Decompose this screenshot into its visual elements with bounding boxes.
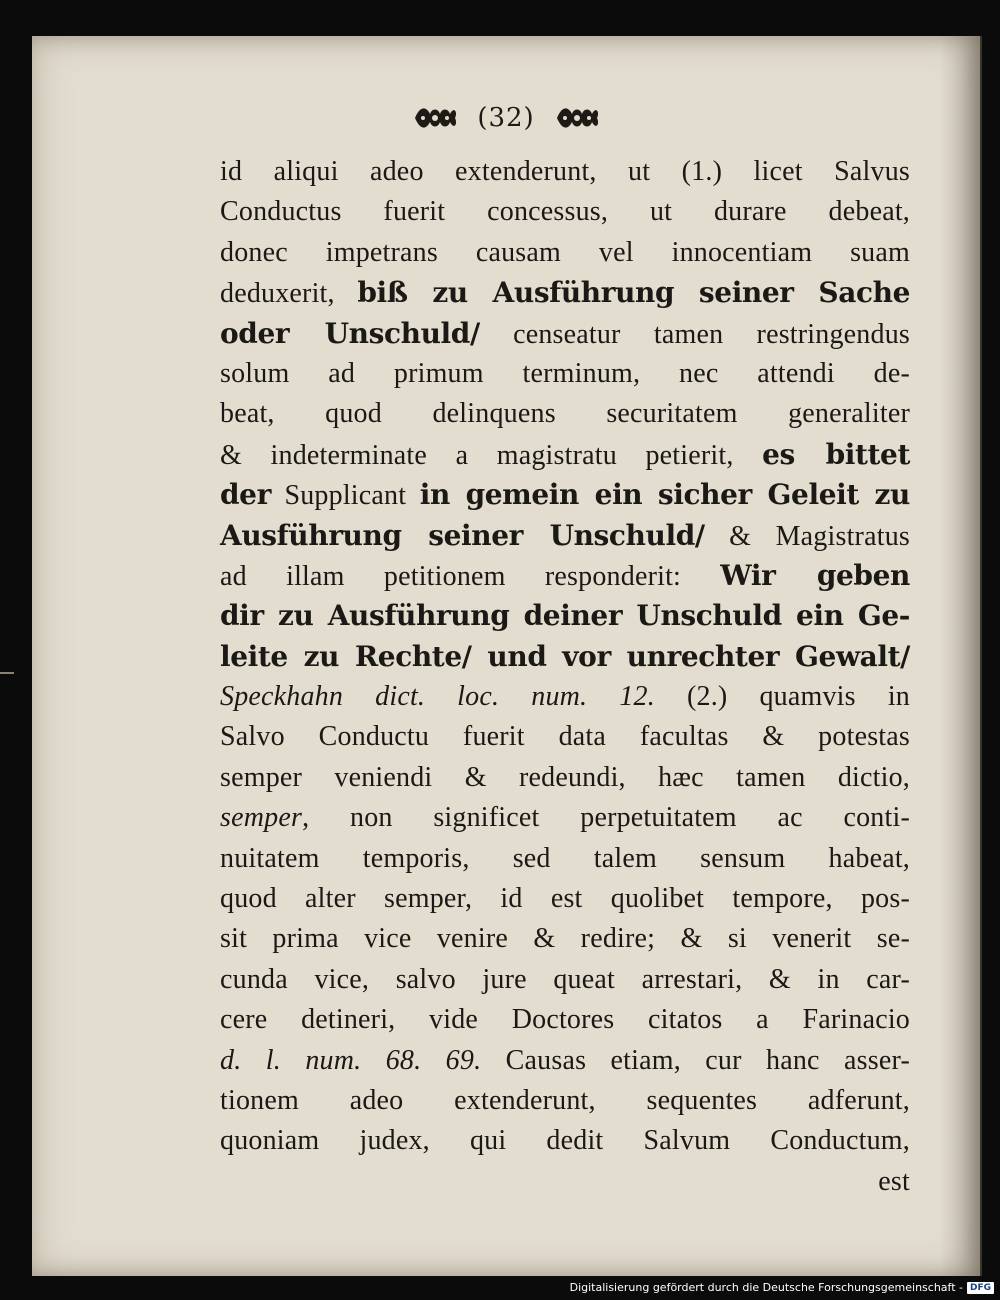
text-segment: quoniam judex, qui dedit Salvum Conductum, <box>220 1125 910 1157</box>
body-text <box>220 152 910 1202</box>
text-segment: Conductus fuerit concessus, ut durare debeat, <box>220 196 910 228</box>
left-ornament-icon <box>412 104 458 132</box>
text-line <box>220 637 910 677</box>
text-segment: Salvo Conductu fuerit data facultas & potestas <box>220 721 910 753</box>
text-segment: beat, quod delinquens securitatem generaliter <box>220 398 910 430</box>
text-line <box>220 1041 910 1081</box>
text-line <box>220 596 910 636</box>
margin-mark <box>0 672 14 674</box>
text-line <box>220 919 910 959</box>
gutter-shadow <box>940 36 980 1276</box>
text-segment: Supplicant <box>270 480 420 512</box>
text-segment: nuitatem temporis, sed talem sensum habeat, <box>220 842 910 874</box>
text-segment: tionem adeo extenderunt, sequentes adferunt, <box>220 1084 910 1116</box>
text-line <box>220 394 910 434</box>
blackletter-segment: oder Unschuld/ <box>220 316 480 350</box>
text-line <box>220 1000 910 1040</box>
page-number: (32) <box>477 103 535 133</box>
text-segment: (2.) quamvis in <box>654 681 910 713</box>
text-segment: semper veniendi & redeundi, hæc tamen dictio, <box>220 761 910 793</box>
text-line <box>220 677 910 717</box>
text-segment: , non significet perpetuitatem ac conti- <box>302 802 910 834</box>
text-segment: donec impetrans causam vel innocentiam suam <box>220 236 910 268</box>
blackletter-segment: Ausführung seiner Unschuld/ <box>220 518 705 552</box>
book-page <box>32 36 982 1276</box>
text-line <box>220 758 910 798</box>
right-ornament-icon <box>554 104 600 132</box>
text-line <box>220 516 910 556</box>
text-segment: deduxerit, <box>220 278 358 310</box>
funding-credit-text: Digitalisierung gefördert durch die Deutsche Forschungsgemeinschaft - <box>569 1281 963 1294</box>
text-segment: cere detineri, vide Doctores citatos a Farinacio <box>220 1004 910 1036</box>
text-segment: est <box>878 1165 910 1197</box>
text-segment: & indeterminate a magistratu petierit, <box>220 439 763 471</box>
text-line <box>220 435 910 475</box>
blackletter-segment: Wir geben <box>720 558 910 592</box>
blackletter-segment: leite zu Rechte/ und vor unrechter Gewalt/ <box>220 639 910 673</box>
text-segment: id aliqui adeo extenderunt, ut (1.) licet Salvus <box>220 156 910 187</box>
blackletter-segment: biß zu Ausführung seiner Sache <box>357 276 910 310</box>
page-header <box>32 102 980 133</box>
italic-segment: d. l. num. 68. 69. <box>220 1044 482 1076</box>
blackletter-segment: dir zu Ausführung deiner Unschuld ein Ge- <box>220 599 910 633</box>
text-line <box>220 717 910 757</box>
text-line <box>220 354 910 394</box>
text-line <box>220 314 910 354</box>
text-line <box>220 233 910 273</box>
text-line <box>220 273 910 313</box>
text-segment: cunda vice, salvo jure queat arrestari, & in car- <box>220 963 910 995</box>
footer-credit <box>570 1281 994 1294</box>
dfg-logo: DFG <box>967 1282 994 1294</box>
text-segment: Causas etiam, cur hanc asser- <box>481 1044 910 1076</box>
text-segment: sit prima vice venire & redire; & si venerit se- <box>220 923 910 955</box>
text-line <box>220 556 910 596</box>
text-line <box>220 192 910 232</box>
text-line <box>220 960 910 1000</box>
text-line <box>220 1162 910 1202</box>
text-segment: solum ad primum terminum, nec attendi de- <box>220 357 910 389</box>
text-line <box>220 1121 910 1161</box>
text-line <box>220 475 910 515</box>
text-segment: quod alter semper, id est quolibet tempore, pos- <box>220 883 910 915</box>
blackletter-segment: der <box>220 478 271 512</box>
text-line <box>220 798 910 838</box>
text-line <box>220 1081 910 1121</box>
text-line <box>220 839 910 879</box>
italic-segment: semper <box>220 802 303 834</box>
blackletter-segment: es bittet <box>762 437 910 471</box>
text-line <box>220 879 910 919</box>
blackletter-segment: in gemein ein sicher Geleit zu <box>419 478 910 512</box>
text-line <box>220 152 910 192</box>
text-segment: ad illam petitionem responderit: <box>220 560 721 592</box>
text-segment: censeatur tamen restringendus <box>479 318 910 350</box>
text-segment: & Magistratus <box>704 520 910 552</box>
italic-segment: Speckhahn dict. loc. num. 12. <box>220 681 655 713</box>
